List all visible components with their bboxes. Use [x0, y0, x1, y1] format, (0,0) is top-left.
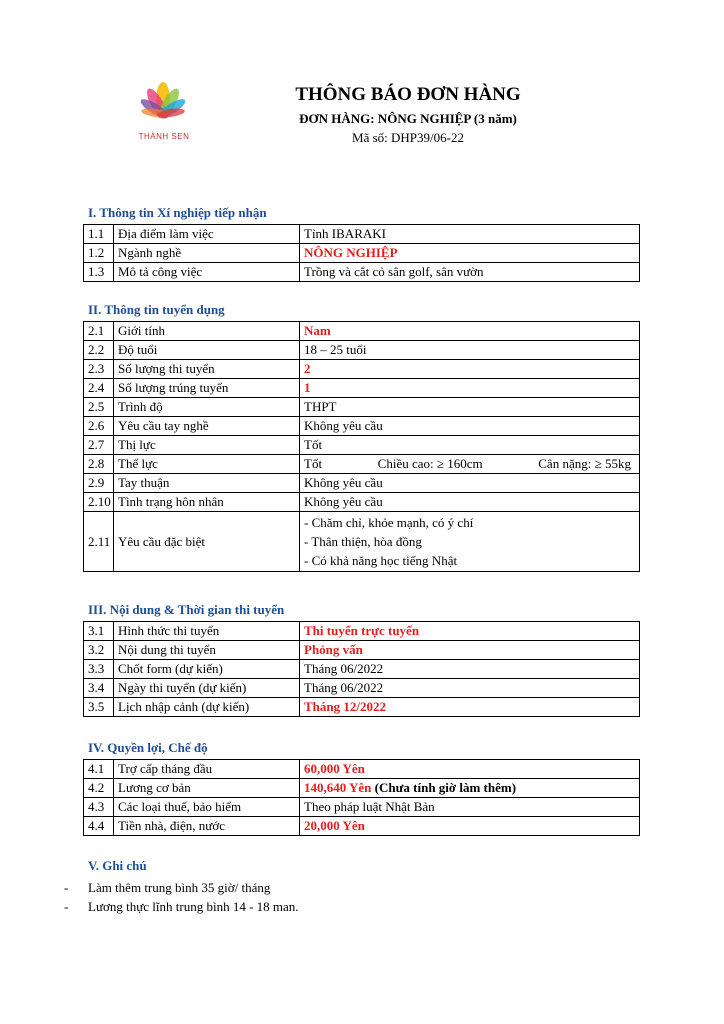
salary-note: (Chưa tính giờ làm thêm) — [374, 780, 517, 795]
row-number: 4.1 — [84, 760, 114, 779]
row-value: Trồng và cắt cỏ sân golf, sân vườn — [300, 263, 640, 282]
row-value: 1 — [300, 379, 640, 398]
row-number: 3.5 — [84, 698, 114, 717]
table-row — [84, 474, 640, 493]
basic-salary: 140,640 Yên — [304, 780, 372, 795]
table-row — [84, 493, 640, 512]
table-row — [84, 244, 640, 263]
section-2-table — [83, 321, 640, 572]
row-number: 4.2 — [84, 779, 114, 798]
table-row — [84, 360, 640, 379]
row-number: 4.4 — [84, 817, 114, 836]
row-number: 2.4 — [84, 379, 114, 398]
row-value: Tốt — [300, 436, 640, 455]
row-label: Mô tả công việc — [114, 263, 300, 282]
table-row — [84, 436, 640, 455]
table-row — [84, 322, 640, 341]
special-requirement-line: - Chăm chỉ, khỏe mạnh, có ý chí — [304, 515, 474, 530]
row-value — [300, 455, 640, 474]
row-label: Tình trạng hôn nhân — [114, 493, 300, 512]
page-title: THÔNG BÁO ĐƠN HÀNG — [295, 84, 521, 105]
row-value: Theo pháp luật Nhật Bản — [300, 798, 640, 817]
section-1-table — [83, 224, 640, 282]
row-label: Số lượng thi tuyển — [114, 360, 300, 379]
row-value — [300, 512, 640, 572]
weight-requirement: Cân nặng: ≥ 55kg — [538, 456, 631, 471]
table-row — [84, 341, 640, 360]
row-label: Tiền nhà, điện, nước — [114, 817, 300, 836]
table-row — [84, 660, 640, 679]
height-requirement: Chiều cao: ≥ 160cm — [377, 456, 483, 471]
row-label: Giới tính — [114, 322, 300, 341]
row-label: Chốt form (dự kiến) — [114, 660, 300, 679]
row-value: 20,000 Yên — [300, 817, 640, 836]
special-requirement-line: - Có khả năng học tiếng Nhật — [304, 553, 458, 568]
section-3-table — [83, 621, 640, 717]
row-number: 3.4 — [84, 679, 114, 698]
special-requirement-line: - Thân thiện, hòa đồng — [304, 534, 422, 549]
row-value: THPT — [300, 398, 640, 417]
row-number: 2.3 — [84, 360, 114, 379]
row-number: 2.10 — [84, 493, 114, 512]
row-value: Tháng 12/2022 — [300, 698, 640, 717]
logo-text: THÀNH SEN — [138, 132, 190, 141]
row-label: Yêu cầu tay nghề — [114, 417, 300, 436]
table-row — [84, 622, 640, 641]
row-value: Không yêu cầu — [300, 474, 640, 493]
row-label: Yêu cầu đặc biệt — [114, 512, 300, 572]
table-row — [84, 455, 640, 474]
table-row — [84, 641, 640, 660]
row-number: 3.3 — [84, 660, 114, 679]
row-number: 1.1 — [84, 225, 114, 244]
row-number: 2.9 — [84, 474, 114, 493]
section-2-title: II. Thông tin tuyển dụng — [88, 302, 225, 317]
section-4-title: IV. Quyền lợi, Chế độ — [88, 740, 208, 755]
row-label: Lịch nhập cảnh (dự kiến) — [114, 698, 300, 717]
row-value: NÔNG NGHIỆP — [300, 244, 640, 263]
table-row — [84, 398, 640, 417]
table-row — [84, 679, 640, 698]
row-label: Số lượng trúng tuyển — [114, 379, 300, 398]
row-number: 4.3 — [84, 798, 114, 817]
document-header — [250, 84, 566, 146]
row-label: Độ tuổi — [114, 341, 300, 360]
note-text: Làm thêm trung bình 35 giờ/ tháng — [88, 880, 271, 895]
section-1-title: I. Thông tin Xí nghiệp tiếp nhận — [88, 205, 267, 220]
table-row — [84, 379, 640, 398]
row-value: Không yêu cầu — [300, 417, 640, 436]
row-label: Hình thức thi tuyển — [114, 622, 300, 641]
row-label: Tay thuận — [114, 474, 300, 493]
table-row — [84, 817, 640, 836]
order-subtitle: ĐƠN HÀNG: NÔNG NGHIỆP (3 năm) — [299, 111, 517, 126]
section-3-title: III. Nội dung & Thời gian thi tuyển — [88, 602, 285, 617]
row-value: Tháng 06/2022 — [300, 679, 640, 698]
row-value — [300, 779, 640, 798]
row-number: 3.1 — [84, 622, 114, 641]
row-number: 2.1 — [84, 322, 114, 341]
row-label: Ngày thi tuyển (dự kiến) — [114, 679, 300, 698]
row-label: Trợ cấp tháng đầu — [114, 760, 300, 779]
row-label: Lương cơ bản — [114, 779, 300, 798]
row-label: Ngành nghề — [114, 244, 300, 263]
row-value: 18 – 25 tuổi — [300, 341, 640, 360]
note-text: Lương thực lĩnh trung bình 14 - 18 man. — [88, 899, 299, 914]
row-value: Tỉnh IBARAKI — [300, 225, 640, 244]
table-row — [84, 779, 640, 798]
row-number: 2.2 — [84, 341, 114, 360]
row-label: Các loại thuế, bảo hiểm — [114, 798, 300, 817]
row-value: 60,000 Yên — [300, 760, 640, 779]
row-number: 3.2 — [84, 641, 114, 660]
row-label: Thị lực — [114, 436, 300, 455]
physical-status: Tốt — [304, 456, 323, 471]
row-number: 2.8 — [84, 455, 114, 474]
row-number: 2.6 — [84, 417, 114, 436]
table-row — [84, 263, 640, 282]
section-5-title: V. Ghi chú — [88, 858, 147, 873]
row-number: 2.7 — [84, 436, 114, 455]
row-number: 1.2 — [84, 244, 114, 263]
table-row — [84, 417, 640, 436]
row-value: Không yêu cầu — [300, 493, 640, 512]
row-value: Phỏng vấn — [300, 641, 640, 660]
row-number: 2.5 — [84, 398, 114, 417]
row-value: Thi tuyển trực tuyến — [300, 622, 640, 641]
notes-list — [64, 880, 299, 918]
section-4-table — [83, 759, 640, 836]
table-row — [84, 798, 640, 817]
row-label: Trình độ — [114, 398, 300, 417]
order-code: Mã số: DHP39/06-22 — [352, 130, 464, 145]
row-number: 1.3 — [84, 263, 114, 282]
list-item: - Lương thực lĩnh trung bình 14 - 18 man. — [64, 899, 299, 914]
table-row — [84, 698, 640, 717]
row-value: 2 — [300, 360, 640, 379]
table-row — [84, 760, 640, 779]
row-number: 2.11 — [84, 512, 114, 572]
row-value: Tháng 06/2022 — [300, 660, 640, 679]
row-label: Địa điểm làm việc — [114, 225, 300, 244]
row-value: Nam — [300, 322, 640, 341]
table-row — [84, 225, 640, 244]
table-row — [84, 512, 640, 572]
row-label: Nội dung thi tuyển — [114, 641, 300, 660]
list-item: - Làm thêm trung bình 35 giờ/ tháng — [64, 880, 271, 895]
row-label: Thể lực — [114, 455, 300, 474]
